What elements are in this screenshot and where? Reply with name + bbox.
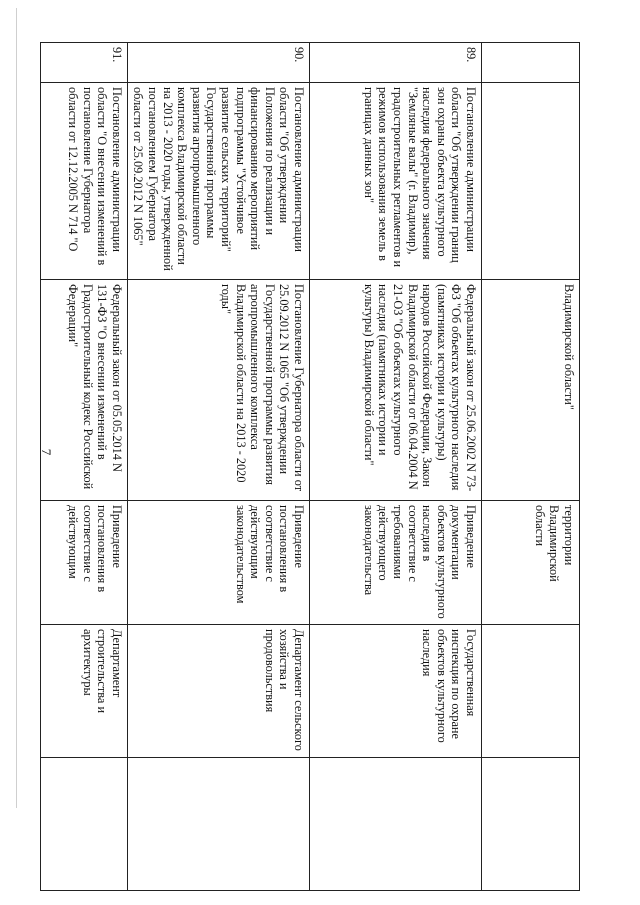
goal-cell: Приведение постановления в соответствие с действующим [40, 501, 127, 625]
department-cell: Департамент сельского хозяйства и продовольствия [127, 625, 309, 758]
extra-cell [482, 758, 580, 891]
rotated-table-viewport [66, 42, 580, 890]
department-cell: Департамент строительства и архитектуры [40, 625, 127, 758]
rotated-page-content [66, 42, 580, 890]
page-number: 7 [39, 448, 54, 456]
table-row [127, 43, 309, 891]
legal-basis-cell: Постановление Губернатора области от 25.09.2012 N 1065 "Об утверждении Государственной программы развития агропромышленного комплекса Владимирской области на 2013 - 2020 годы" [127, 280, 309, 501]
legal-acts-table [40, 42, 580, 891]
goal-cell: Приведение документации объектов культурного наследия в соответствие с требованиями действующего законодательства [310, 501, 482, 625]
legal-basis-cell: Федеральный закон от 05.05.2014 N 131-ФЗ "О внесении изменений в Градостроительный кодекс Российской Федерации" [40, 280, 127, 501]
table-row [310, 43, 482, 891]
extra-cell [40, 758, 127, 891]
extra-cell [310, 758, 482, 891]
row-number-cell: 89. [310, 43, 482, 83]
act-title-cell: Постановление администрации области "Об утверждении границ зон охраны объекта культурного наследия федерального значения "Земляные валы" (г. Владимир), градостроительных регламентов и режимов использования земель в границах данных зон" [310, 83, 482, 280]
table-row [40, 43, 127, 891]
scan-edge-line [16, 8, 17, 808]
row-number-cell: 90. [127, 43, 309, 83]
row-number-cell [482, 43, 580, 83]
table-row-continuation [482, 43, 580, 891]
act-title-cell: Постановление администрации области "Об утверждении Положения по реализации и финансированию мероприятий подпрограммы "Устойчивое развитие сельских территорий" Государственной программы развития агропромышленного комплекса Владимирской области на 2013 - 2020 годы, утвержденной постановлением Губернатора области от 25.09.2012 N 1065" [127, 83, 309, 280]
legal-basis-cell: Владимирской области" [482, 280, 580, 501]
row-number-cell: 91. [40, 43, 127, 83]
goal-cell: территории Владимирской области [482, 501, 580, 625]
goal-cell: Приведение постановления в соответствие с действующим законодательством [127, 501, 309, 625]
department-cell [482, 625, 580, 758]
act-title-cell [482, 83, 580, 280]
extra-cell [127, 758, 309, 891]
department-cell: Государственная инспекция по охране объектов культурного наследия [310, 625, 482, 758]
act-title-cell: Постановление администрации области "О внесении изменений в постановление Губернатора области от 12.12.2005 N 714 "О [40, 83, 127, 280]
legal-basis-cell: Федеральный закон от 25.06.2002 N 73-ФЗ "Об объектах культурного наследия (памятниках истории и культуры) народов Российской Федерации, Закон Владимирской области от 06.04.2004 N 21-ОЗ "Об объектах культурного наследия (памятниках истории и культуры) Владимирской области" [310, 280, 482, 501]
